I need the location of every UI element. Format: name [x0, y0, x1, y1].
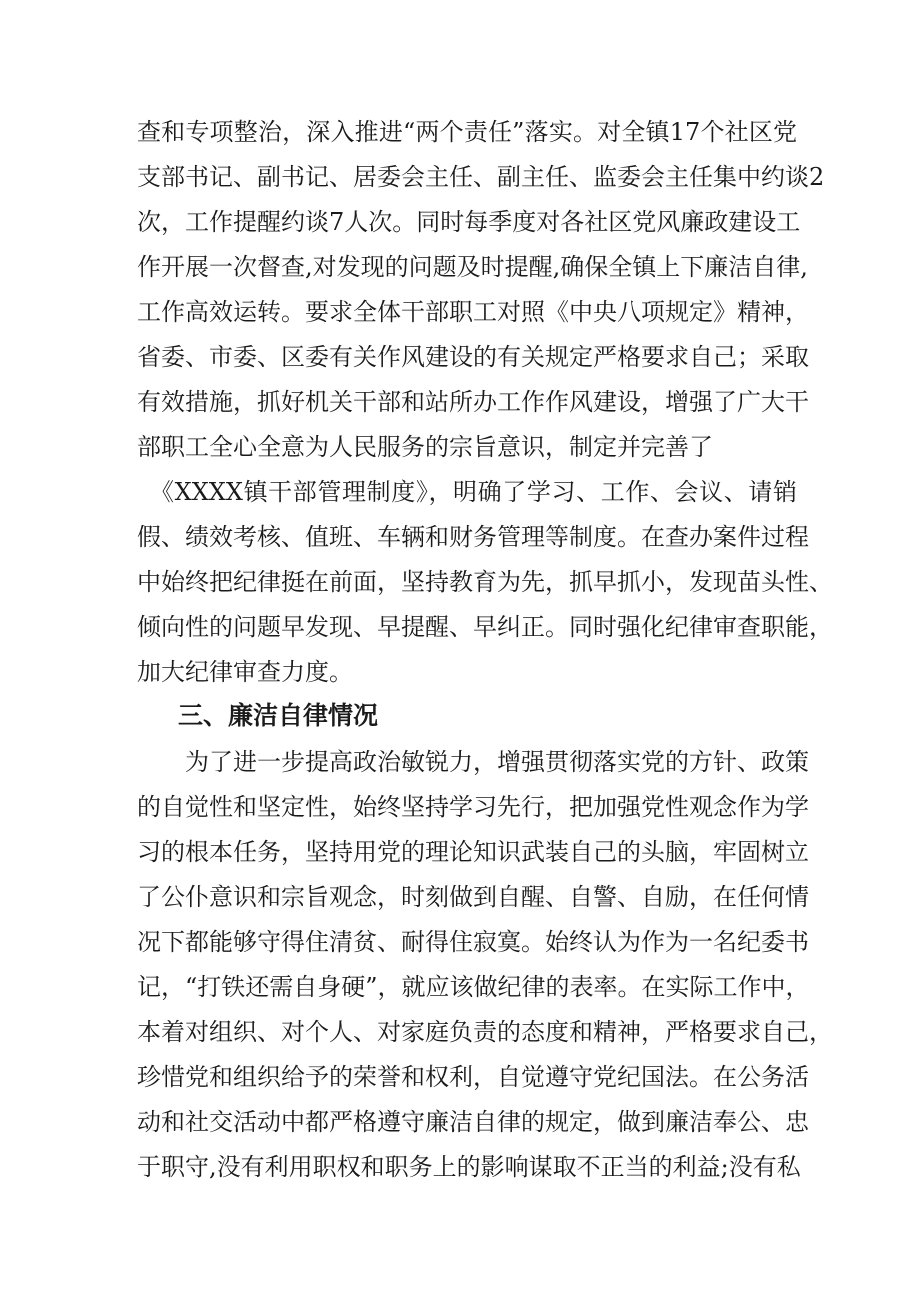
text-line: 珍惜党和组织给予的荣誉和权利，自觉遵守党纪国法。在公务活	[137, 1063, 809, 1091]
text-line: 习的根本任务，坚持用党的理论知识武装自己的头脑，牢固树立	[137, 838, 809, 866]
text-line: 省委、市委、区委有关作风建设的有关规定严格要求自己；采取	[137, 343, 809, 371]
text-line: 有效措施，抓好机关干部和站所办工作作风建设，增强了广大干	[137, 388, 809, 416]
text-line: 动和社交活动中都严格遵守廉洁自律的规定，做到廉洁奉公、忠	[137, 1108, 809, 1136]
text-line: 支部书记、副书记、居委会主任、副主任、监委会主任集中约谈2	[137, 163, 825, 191]
text-line: 于职守,没有利用职权和职务上的影响谋取不正当的利益;没有私	[137, 1153, 801, 1181]
text-line: 中始终把纪律挺在前面，坚持教育为先，抓早抓小，发现苗头性、	[137, 568, 833, 596]
text-line: 了公仆意识和宗旨观念，时刻做到自醒、自警、自励，在任何情	[137, 883, 809, 911]
text-line: 次，工作提醒约谈7人次。同时每季度对各社区党风廉政建设工	[137, 208, 801, 236]
text-line: 况下都能够守得住清贫、耐得住寂寞。始终认为作为一名纪委书	[137, 928, 809, 956]
text-line: 倾向性的问题早发现、早提醒、早纠正。同时强化纪律审查职能，	[137, 613, 833, 641]
text-line: 查和专项整治，深入推进“两个责任”落实。对全镇17个社区党	[137, 118, 797, 146]
text-line: 记，“打铁还需自身硬”，就应该做纪律的表率。在实际工作中，	[137, 973, 810, 1001]
text-line: 部职工全心全意为人民服务的宗旨意识，制定并完善了	[137, 433, 713, 461]
text-line: 假、绩效考核、值班、车辆和财务管理等制度。在查办案件过程	[137, 523, 809, 551]
text-line: 加大纪律审查力度。	[137, 658, 353, 686]
text-line: 作开展一次督查,对发现的问题及时提醒,确保全镇上下廉洁自律,	[137, 253, 808, 281]
text-line: 为了进一步提高政治敏锐力，增强贯彻落实党的方针、政策	[185, 748, 809, 776]
section-heading: 三、廉洁自律情况	[178, 701, 379, 730]
text-line: 的自觉性和坚定性，始终坚持学习先行，把加强党性观念作为学	[137, 793, 809, 821]
text-line: 《XXXX镇干部管理制度》，明确了学习、工作、会议、请销	[150, 478, 797, 506]
text-line: 工作高效运转。要求全体干部职工对照《中央八项规定》精神，	[137, 298, 809, 326]
text-line: 本着对组织、对个人、对家庭负责的态度和精神，严格要求自己，	[137, 1018, 833, 1046]
